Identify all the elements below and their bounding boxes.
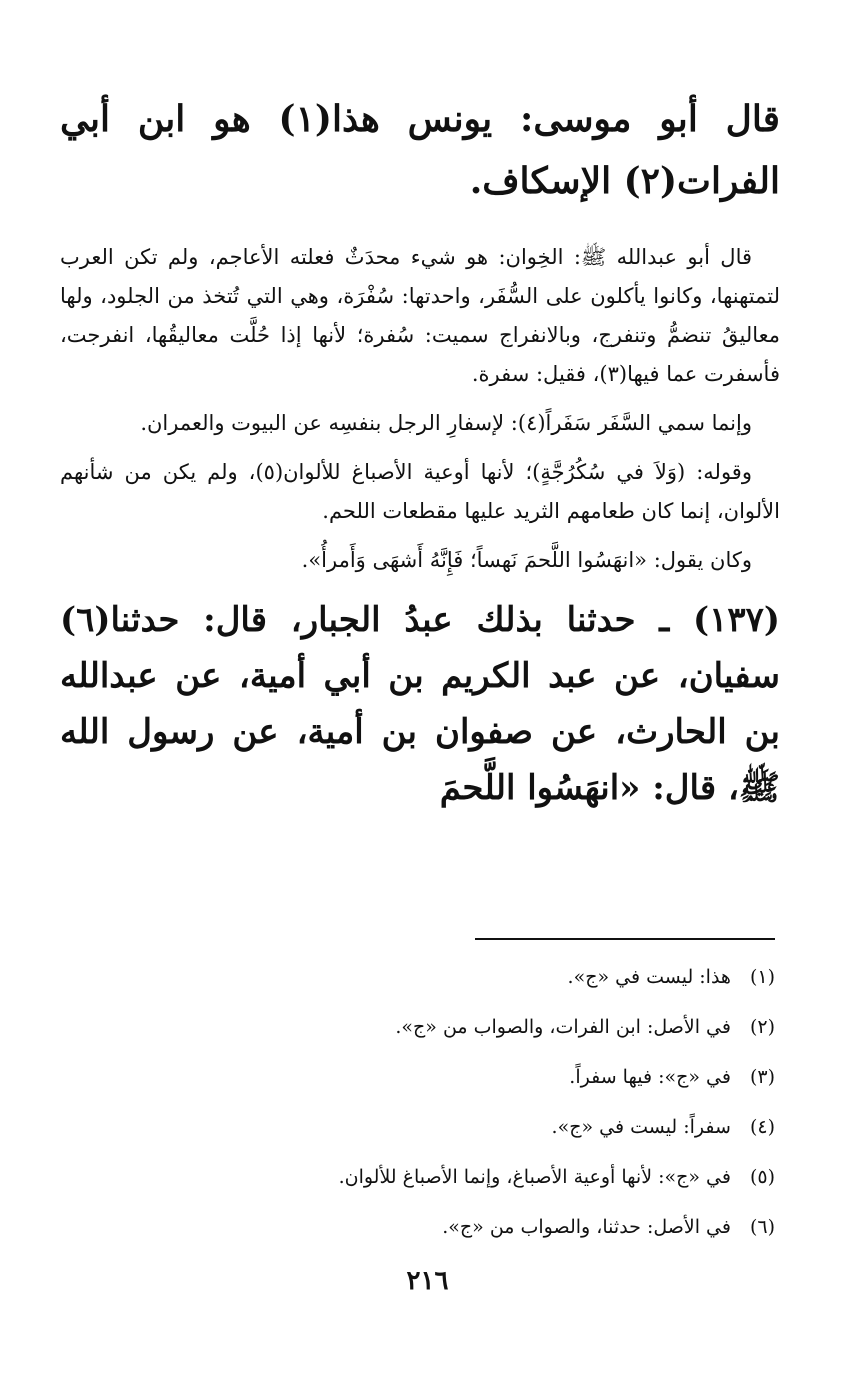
footnotes: [75, 952, 775, 1252]
footnote-divider: [475, 938, 775, 940]
footnote-text: في الأصل: ابن الفرات، والصواب من «ج».: [395, 1016, 731, 1038]
footnote-text: في الأصل: حدثنا، والصواب من «ج».: [442, 1216, 731, 1238]
footnote-number: (١): [749, 966, 775, 988]
commentary-paragraph: قال أبو عبدالله ﷺ: الخِوان: هو شيء محدَثٌ فعلته الأعاجم، ولم تكن العرب لتمتهنها، وكانوا يأكلون على السُّفَر، واحدتها: سُفْرَة، وهي التي تُتخذ من الجلود، ولها معاليقُ تنضمُّ وتنفرج، وبالانفراج سميت: سُفرة؛ لأنها إذا حُلَّت معاليقُها، انفرجت، فأسفرت عما فيها(٣)، فقيل: سفرة.: [60, 245, 780, 386]
footnote-number: (٥): [749, 1166, 775, 1188]
footnote: [75, 952, 775, 1002]
footnote-number: (٤): [749, 1116, 775, 1138]
page-number: ٢١٦: [406, 1266, 449, 1296]
saying-paragraph: وكان يقول: «انهَسُوا اللَّحمَ نَهساً؛ فَإِنَّهُ أَشهَى وَأَمرأُ».: [301, 548, 752, 572]
safar-paragraph: وإنما سمي السَّفَر سَفَراً(٤): لإسفارِ الرجل بنفسِه عن البيوت والعمران.: [140, 411, 752, 435]
footnote: [75, 1202, 775, 1252]
footnote: [75, 1052, 775, 1102]
footnote-text: هذا: ليست في «ج».: [567, 966, 731, 988]
footnote: [75, 1152, 775, 1202]
footnote: [75, 1002, 775, 1052]
footnote-number: (٢): [749, 1016, 775, 1038]
sukurjah-paragraph: وقوله: (وَلاَ في سُكُرُجَّةٍ)؛ لأنها أوعية الأصباغ للألوان(٥)، ولم يكن من شأنهم الألوان، إنما كان طعامهم الثريد عليها مقطعات اللحم.: [60, 460, 780, 523]
footnote: [75, 1102, 775, 1152]
main-text: [60, 88, 780, 816]
footnote-text: سفراً: ليست في «ج».: [551, 1116, 731, 1138]
footnote-text: في «ج»: فيها سفراً.: [569, 1066, 731, 1088]
footnote-number: (٣): [749, 1066, 775, 1088]
opening-paragraph: قال أبو موسى: يونس هذا(١) هو ابن أبي الفرات(٢) الإسكاف.: [60, 98, 781, 202]
footnote-number: (٦): [749, 1216, 775, 1238]
hadith-paragraph: (١٣٧) ـ حدثنا بذلك عبدُ الجبار، قال: حدثنا(٦) سفيان، عن عبد الكريم بن أبي أمية، عن عبدالله بن الحارث، عن صفوان بن أمية، عن رسول الله ﷺ، قال: «انهَسُوا اللَّحمَ: [60, 600, 780, 808]
footnote-text: في «ج»: لأنها أوعية الأصباغ، وإنما الأصباغ للألوان.: [338, 1166, 731, 1188]
